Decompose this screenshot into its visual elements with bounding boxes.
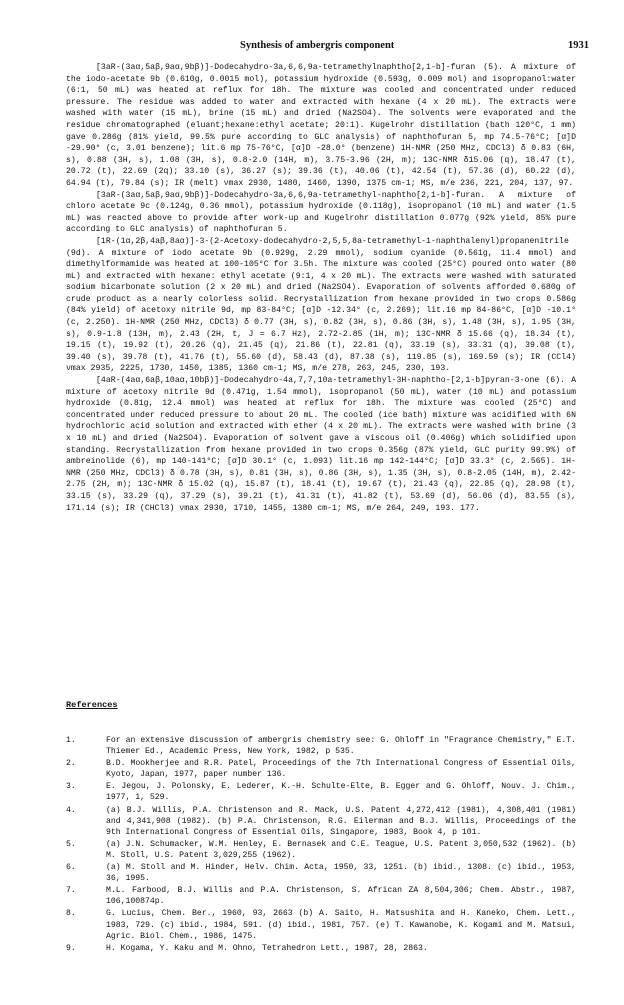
reference-list: [66, 735, 576, 955]
reference-item: [66, 943, 576, 954]
reference-item: [66, 839, 576, 861]
reference-text: For an extensive discussion of ambergris chemistry see: G. Ohloff in "Fragrance Chemistry," E.T. Thiemer Ed., Academic Press, New York, 1982, p 535.: [106, 736, 576, 757]
reference-text: G. Lucius, Chem. Ber., 1960, 93, 2663 (b) A. Saito, H. Matsushita and H. Kaneko, Chem. Lett., 1983, 729. (c) ibid., 1984, 591. (d) ibid., 1981, 757. (e) T. Kawanobe, K. Kogami and M. Matsui, Agric. Biol. Chem., 1986, 1475.: [106, 909, 576, 941]
reference-item: [66, 862, 576, 884]
reference-number: 9.: [66, 943, 76, 953]
page-number: 1931: [568, 40, 589, 51]
paragraph-naphthofuran-from-chloroacetate: [3aR-(3aα,5aβ,9aα,9bβ)]-Dodecahydro-3a,6,6,9a-tetramethyl-naphtho[2,1-b]-furan. A mixture of chloro acetate 9c (0.124g, 0.36 mmol), potassium hydroxide (0.118g), isopropanol (10 mL) and water (1.5 mL) was reacted above to provide after work-up and Kugelrohr distillation 0.077g (92% yield, 85% pure according to GLC analysis) of naphthofuran 5.: [66, 190, 576, 235]
running-title: Synthesis of ambergris component: [240, 40, 395, 51]
reference-text: E. Jegou, J. Polonsky, E. Lederer, K.-H. Schulte-Elte, B. Egger and G. Ohloff, Nouv. J. Chim., 1977, 1, 529.: [106, 782, 576, 803]
reference-item: [66, 758, 576, 780]
reference-text: (a) B.J. Willis, P.A. Christenson and R. Mack, U.S. Patent 4,272,412 (1981), 4,308,401 (1981) and 4,341,908 (1982). (b) P.A. Christenson, R.G. Eilerman and B.J. Willis, Proceedings of the 9th International Congress of Essential Oils, Singapore, 1983, Book 4, p 101.: [106, 805, 576, 837]
reference-number: 5.: [66, 839, 76, 849]
reference-item: [66, 908, 576, 941]
reference-item: [66, 781, 576, 803]
reference-number: 6.: [66, 863, 76, 873]
reference-item: [66, 805, 576, 838]
reference-number: 1.: [66, 736, 76, 745]
reference-text: (a) J.N. Schumacker, W.M. Henley, E. Bernasek and C.E. Teague, U.S. Patent 3,050,532 (1962). (b) M. Stoll, U.S. Patent 3,029,255 (1962).: [106, 839, 576, 860]
reference-number: 4.: [66, 805, 76, 815]
reference-text: M.L. Farbood, B.J. Willis and P.A. Christenson, S. African ZA 8,504,306; Chem. Abstr., 1987, 106,100874p.: [106, 886, 576, 907]
reference-number: 2.: [66, 759, 76, 769]
reference-number: 7.: [66, 886, 76, 896]
reference-number: 8.: [66, 909, 76, 919]
reference-item: [66, 885, 576, 907]
experimental-section: [66, 62, 576, 514]
reference-text: (a) M. Stoll and M. Hinder, Helv. Chim. Acta, 1950, 33, 1251. (b) ibid., 1308. (c) ibid., 1953, 36, 1995.: [106, 863, 576, 884]
reference-text: B.D. Mookherjee and R.R. Patel, Proceedings of the 7th International Congress of Essential Oils, Kyoto, Japan, 1977, paper number 136.: [106, 759, 576, 780]
references-heading: References: [66, 700, 118, 710]
reference-item: [66, 735, 576, 757]
paragraph-acetoxy-nitrile: [1R-(1α,2β,4aβ,8aα)]-3-(2-Acetoxy-dodecahydro-2,5,5,8a-tetramethyl-1-naphthalenyl)propanenitrile (9d). A mixture of iodo acetate 9b (0.929g, 2.29 mmol), sodium cyanide (0.561g, 11.4 mmol) and dimethylformamide was heated at 100-105°C for 3.5h. The mixture was cooled (25°C) poured onto water (80 mL) and extracted with hexane: ethyl acetate (9:1, 4 x 20 mL). The extracts were washed with saturated sodium bicarbonate solution (2 x 20 mL) and dried (Na2SO4). Evaporation of solvents afforded 0.680g of crude product as a nearly colorless solid. Recrystallization from hexane provided in two crops 0.586g (84% yield) of acetoxy nitrile 9d, mp 83-84°C; [α]D -12.34° (c, 2.269); lit.16 mp 84-86°C, [α]D -10.1° (c, 2.250). 1H-NMR (250 MHz, CDCl3) δ 0.77 (3H, s), 0.82 (3H, s), 0.86 (3H, s), 1.48 (3H, s), 1.95 (3H, s), 0.9-1.8 (13H, m), 2.43 (2H, t, J = 6.7 Hz), 2.72-2.85 (1H, m); 13C-NMR δ 15.66 (q), 18.34 (t), 19.15 (t), 19.92 (t), 20.26 (q), 21.45 (q), 21.86 (t), 22.81 (q), 33.19 (s), 33.31 (q), 39.08 (t), 39.40 (s), 39.78 (t), 41.76 (t), 55.60 (d), 58.43 (d), 87.38 (s), 119.85 (s), 169.59 (s); IR (CCl4) νmax 2935, 2225, 1730, 1450, 1385, 1360 cm-1; MS, m/e 278, 263, 245, 230, 193.: [66, 236, 576, 374]
paragraph-naphthofuran-from-iodoacetate: [3aR-(3aα,5aβ,9aα,9bβ)]-Dodecahydro-3a,6,6,9a-tetramethylnaphtho[2,1-b]-furan (5). A mixture of the iodo-acetate 9b (0.610g, 0.0015 mol), potassium hydroxide (0.593g, 0.009 mol) and isopropanol:water (6:1, 50 mL) was heated at reflux for 18h. The mixture was cooled and concentrated under reduced pressure. The residue was added to water and extracted with hexane (4 x 20 mL). The extracts were washed with water (15 mL), brine (15 mL) and dried (Na2SO4). The solvents were evaporated and the residue chromatographed (eluant;hexane:ethyl acetate; 20:1). Kugelrohr distillation (bath 120°C, 1 mm) gave 0.286g (81% yield, 99.5% pure according to GLC analysis) of naphthofuran 5, mp 74.5-76°C; [α]D -29.90° (c, 3.01 benzene); lit.6 mp 75-76°C, [α]D -28.0° (benzene) 1H-NMR (250 MHz, CDCl3) δ 0.83 (6H, s), 0.88 (3H, s), 1.08 (3H, s), 0.8-2.0 (14H, m), 3.75-3.96 (2H, m); 13C-NMR δ15.06 (q), 18.47 (t), 20.72 (t), 22.69 (2q); 33.10 (s), 36.27 (s); 39.36 (t), 40.06 (t), 42.54 (t), 57.36 (d), 60.22 (d), 64.94 (t), 79.84 (s); IR (melt) νmax 2930, 1480, 1460, 1390, 1375 cm-1; MS, m/e 236, 221, 204, 137, 97.: [66, 63, 576, 188]
paragraph-ambreinolide: [4aR-(4aα,6aβ,10aα,10bβ)]-Dodecahydro-4a,7,7,10a-tetramethyl-3H-naphtho-[2,1-b]pyran-3-one (6). A mixture of acetoxy nitrile 9d (0.471g, 1.54 mmol), isopropanol (50 mL), water (10 mL) and potassium hydroxide (0.81g, 12.4 mmol) was heated at reflux for 18h. The mixture was cooled (25°C) and concentrated under reduced pressure to about 20 mL. The cooled (ice bath) mixture was acidified with 6N hydrochloric acid solution and extracted with ether (4 x 20 mL). The extracts were washed with brine (3 x 10 mL) and dried (Na2SO4). Evaporation of solvent gave a viscous oil (0.406g) which solidified upon standing. Recrystallization from hexane provided in two crops 0.356g (87% yield, GLC purity 99.9%) of ambreinolide (6), mp 140-141°C; [α]D 30.1° (c, 1.093) lit.16 mp 142-144°C; [α]D 33.3° (c, 2.565). 1H-NMR (250 MHz, CDCl3) δ 0.78 (3H, s), 0.81 (3H, s), 0.86 (3H, s), 1.35 (3H, s), 0.8-2.05 (14H, m), 2.42-2.75 (2H, m); 13C-NMR δ 15.02 (q), 15.87 (t), 18.41 (t), 19.67 (t), 21.43 (q), 22.85 (q), 28.98 (t), 33.15 (s), 33.29 (q), 37.29 (s), 39.21 (t), 41.31 (t), 41.82 (t), 53.69 (d), 56.06 (d), 83.55 (s), 171.14 (s); IR (CHCl3) νmax 2930, 1710, 1455, 1380 cm-1; MS, m/e 264, 249, 193. 177.: [66, 376, 576, 513]
reference-text: H. Kogama, Y. Kaku and M. Ohno, Tetrahedron Lett., 1987, 28, 2863.: [106, 943, 428, 953]
reference-number: 3.: [66, 782, 76, 792]
